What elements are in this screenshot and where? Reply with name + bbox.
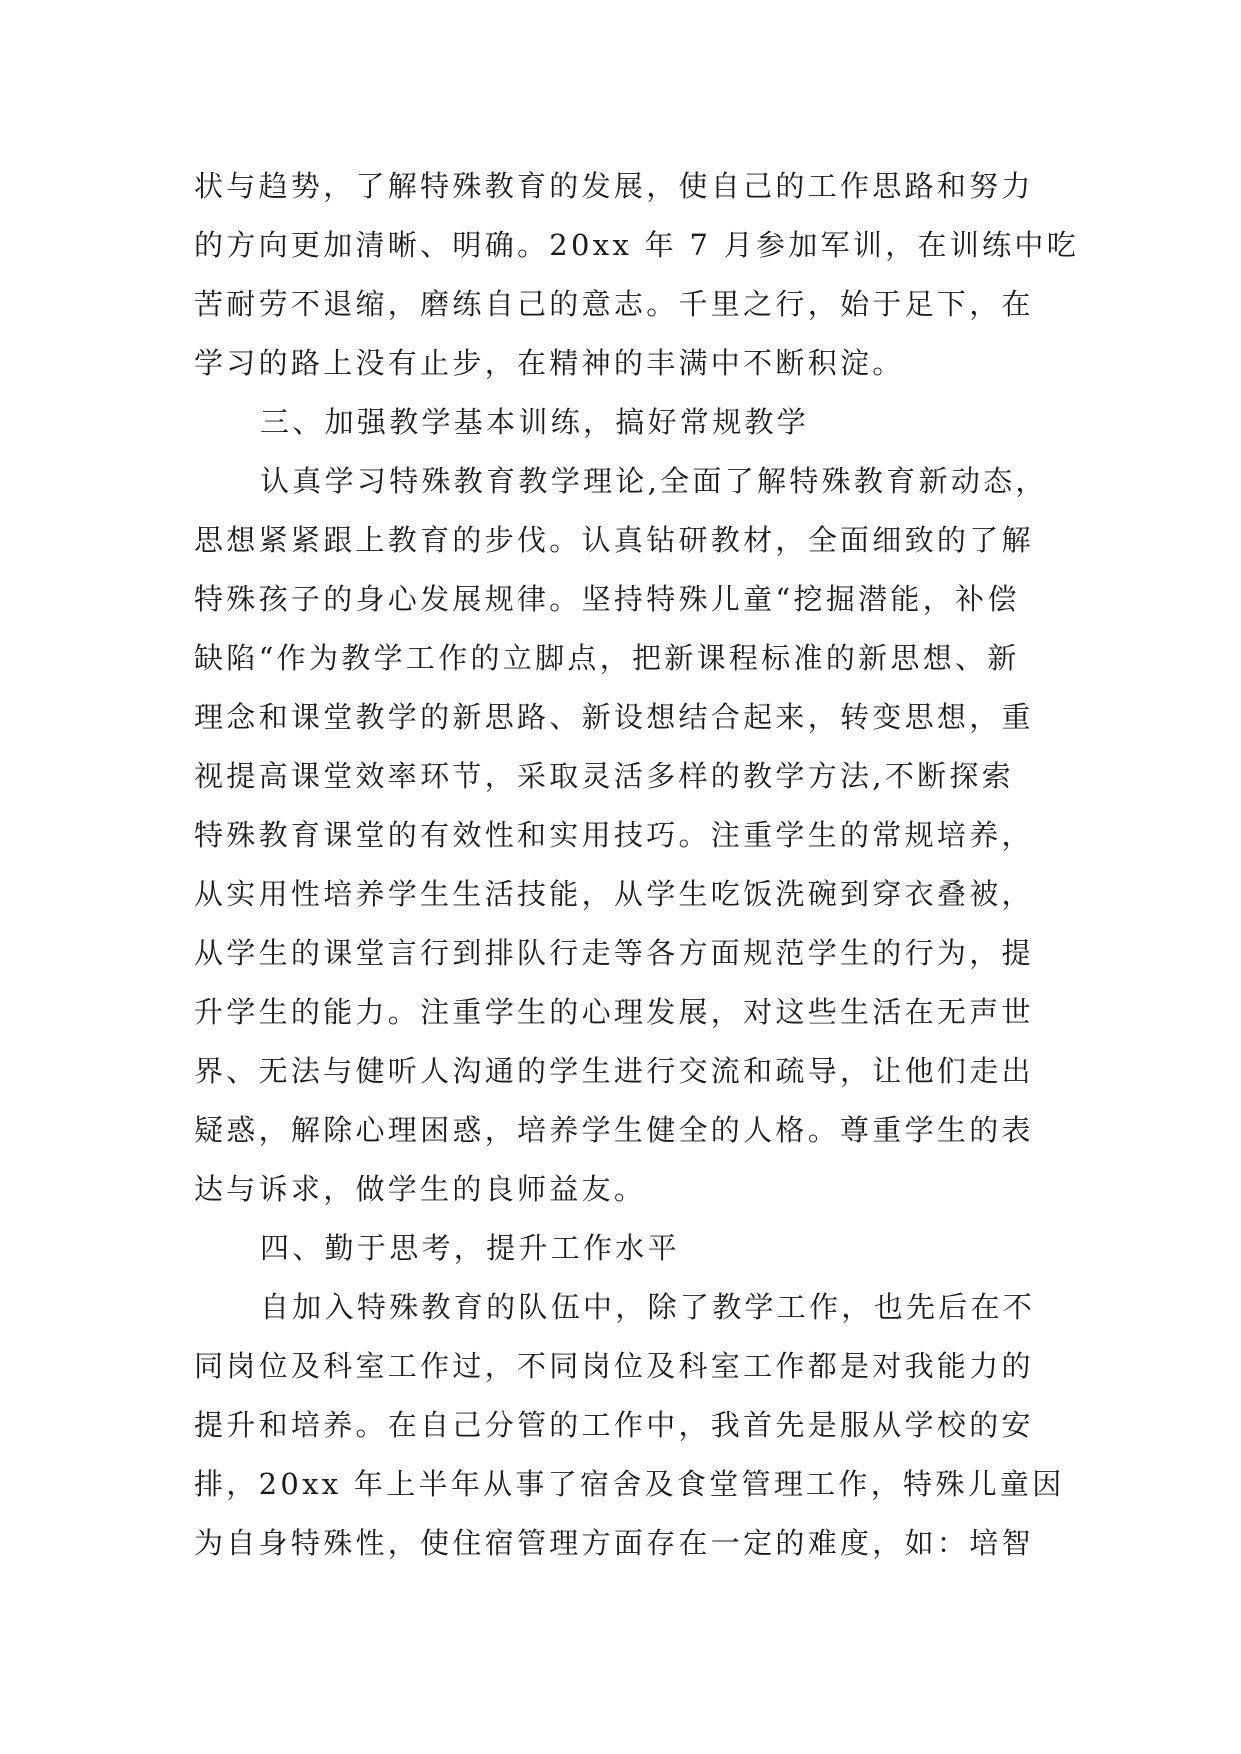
text-line: 特殊教育课堂的有效性和实用技巧。注重学生的常规培养，: [194, 818, 1034, 852]
text-line: 三、加强教学基本训练，搞好常规教学: [260, 405, 810, 439]
text-line: 视提高课堂效率环节，采取灵活多样的教学方法,不断探索: [194, 759, 1015, 793]
text-line: 思想紧紧跟上教育的步伐。认真钻研教材，全面细致的了解: [194, 523, 1034, 557]
text-line: 状与趋势，了解特殊教育的发展，使自己的工作思路和努力: [194, 169, 1034, 203]
text-line: 从实用性培养学生生活技能，从学生吃饭洗碗到穿衣叠被，: [194, 877, 1034, 911]
text-line: 认真学习特殊教育教学理论,全面了解特殊教育新动态，: [260, 464, 1048, 498]
text-line: 排，20xx 年上半年从事了宿舍及食堂管理工作，特殊儿童因: [194, 1467, 1065, 1501]
text-line: 提升和培养。在自己分管的工作中，我首先是服从学校的安: [194, 1408, 1034, 1442]
text-line: 从学生的课堂言行到排队行走等各方面规范学生的行为，提: [194, 936, 1034, 970]
text-line: 为自身特殊性，使住宿管理方面存在一定的难度，如：培智: [194, 1526, 1034, 1560]
text-line: 升学生的能力。注重学生的心理发展，对这些生活在无声世: [194, 995, 1034, 1029]
text-line: 疑惑，解除心理困惑，培养学生健全的人格。尊重学生的表: [194, 1113, 1034, 1147]
text-line: 特殊孩子的身心发展规律。坚持特殊儿童“挖掘潜能，补偿: [194, 582, 1020, 616]
text-line: 理念和课堂教学的新思路、新设想结合起来，转变思想，重: [194, 700, 1034, 734]
text-line: 的方向更加清晰、明确。20xx 年 7 月参加军训，在训练中吃: [194, 228, 1080, 262]
text-line: 学习的路上没有止步，在精神的丰满中不断积淀。: [194, 346, 905, 380]
text-line: 苦耐劳不退缩，磨练自己的意志。千里之行，始于足下，在: [194, 287, 1034, 321]
text-line: 缺陷“作为教学工作的立脚点，把新课程标准的新思想、新: [194, 641, 1020, 675]
text-line: 界、无法与健听人沟通的学生进行交流和疏导，让他们走出: [194, 1054, 1034, 1088]
body-text: [194, 157, 1080, 1573]
text-line: 达与诉求，做学生的良师益友。: [194, 1172, 647, 1206]
text-line: 同岗位及科室工作过，不同岗位及科室工作都是对我能力的: [194, 1349, 1034, 1383]
text-line: 自加入特殊教育的队伍中，除了教学工作，也先后在不: [260, 1290, 1036, 1324]
text-line: 四、勤于思考，提升工作水平: [260, 1231, 680, 1265]
